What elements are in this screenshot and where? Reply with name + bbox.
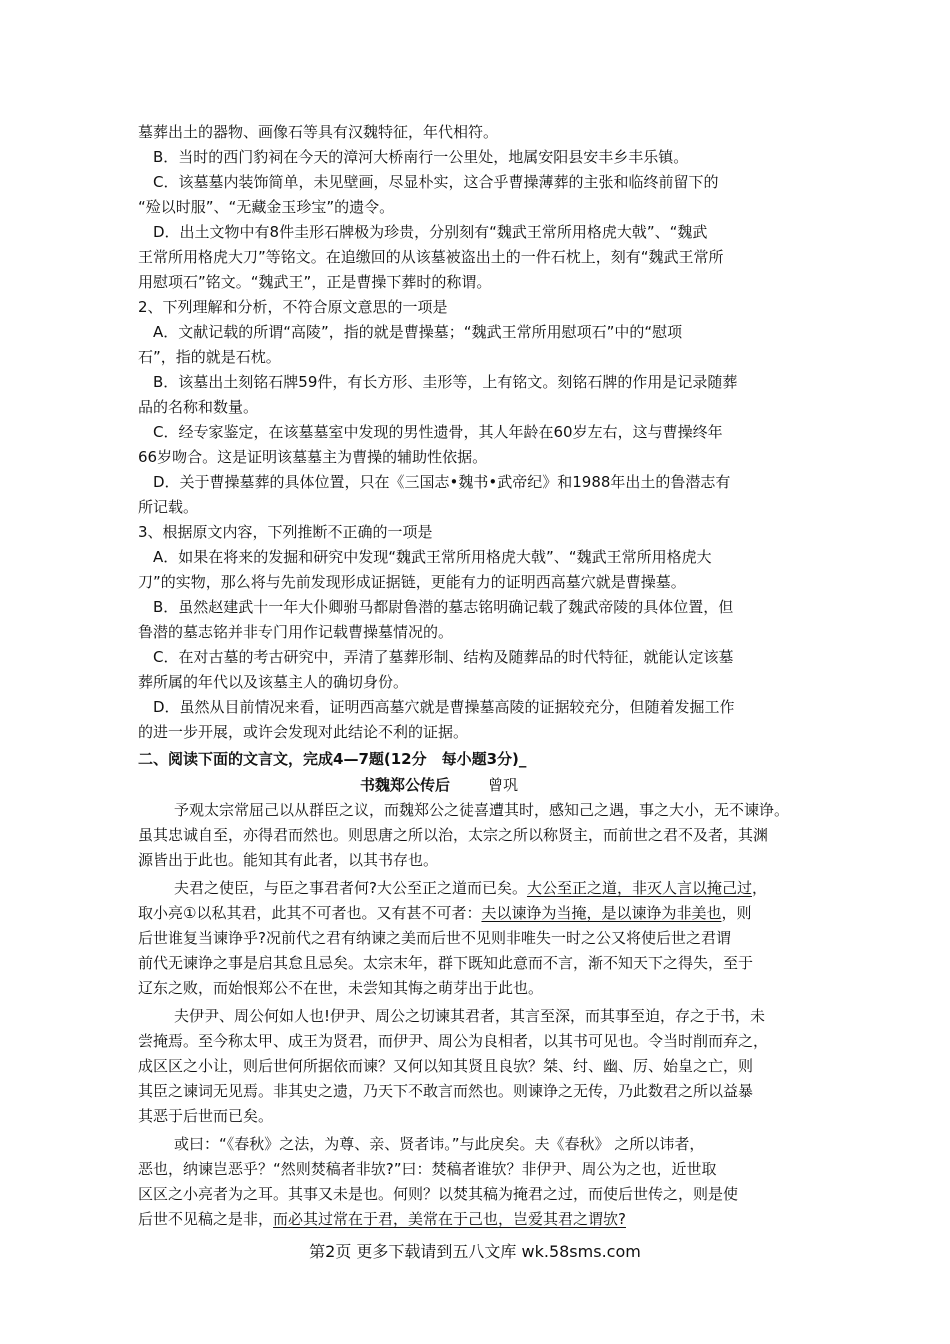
- q3-option-b-line1: B．虽然赵建武十一年大仆卿驸马都尉鲁潜的墓志铭明确记载了魏武帝陵的具体位置，但: [153, 598, 734, 616]
- q3-option-d-line1: D．虽然从目前情况来看，证明西高墓穴就是曹操墓高陵的证据较充分，但随着发掘工作: [153, 698, 735, 716]
- q1-option-d-line2: 王常所用格虎大刀”等铭文。在追缴回的从该墓被盗出土的一件石枕上，刻有“魏武王常所: [138, 248, 724, 266]
- passage-p4-line4: [138, 1207, 818, 1232]
- q2-option-b-line1: B．该墓出土刻铭石牌59件，有长方形、圭形等，上有铭文。刻铭石牌的作用是记录随葬: [153, 373, 738, 391]
- q1-option-c-line1: C．该墓墓内装饰简单，未见壁画，尽显朴实，这合乎曹操薄葬的主张和临终前留下的: [153, 173, 719, 191]
- q3-option-a-line1: A．如果在将来的发掘和研究中发现“魏武王常所用格虎大戟”、“魏武王常所用格虎大: [153, 548, 712, 566]
- q3-stem: 3、根据原文内容，下列推断不正确的一项是: [138, 523, 433, 541]
- q2-option-d-line1: D．关于曹操墓葬的具体位置，只在《三国志•魏书•武帝纪》和1988年出土的鲁潜志有: [153, 473, 731, 491]
- passage-p2-line2-text: 取小亮①以私其君，此其不可者也。又有甚不可者：: [138, 904, 482, 922]
- section-two-heading: 二、阅读下面的文言文，完成4—7题(12分 每小题3分)_: [138, 750, 527, 768]
- passage-p2-line1-punct: ，: [751, 879, 767, 897]
- passage-p4-line3: 区区之小亮者为之耳。其事又未是也。何则？以焚其稿为掩君之过，而使后世传之，则是使: [138, 1185, 739, 1203]
- q3-option-b-line2: 鲁潜的墓志铭并非专门用作记载曹操墓情况的。: [138, 623, 454, 641]
- passage-p3-line3: 成区区之小让，则后世何所据依而谏？又何以知其贤且良欤？桀、纣、幽、厉、始皇之亡，则: [138, 1057, 754, 1075]
- passage-title: 书魏郑公传后: [360, 776, 451, 794]
- document-page: [138, 120, 818, 1232]
- passage-p3-line4: 其臣之谏词无见焉。非其史之遗，乃天下不敢言而然也。则谏诤之无传，乃此数君之所以益暴: [138, 1082, 754, 1100]
- q2-option-b-line2: 品的名称和数量。: [138, 398, 259, 416]
- q3-option-c-line2: 葬所属的年代以及该墓主人的确切身份。: [138, 673, 409, 691]
- passage-author: 曾巩: [488, 776, 519, 794]
- passage-p2-line5: 辽东之败，而始恨郑公不在世，未尝知其悔之萌芽出于此也。: [138, 979, 544, 997]
- passage-p4-line4-text: 后世不见稿之是非，: [138, 1210, 274, 1228]
- q1-option-d-line3: 用慰项石”铭文。“魏武王”，正是曹操下葬时的称谓。: [138, 273, 492, 291]
- passage-p2-line1-text: 夫君之使臣，与臣之事君者何?大公至正之道而已矣。: [174, 879, 527, 897]
- passage-p2-line2-tail: ，则: [721, 904, 752, 922]
- q1-option-b: B．当时的西门豹祠在今天的漳河大桥南行一公里处，地属安阳县安丰乡丰乐镇。: [153, 148, 689, 166]
- passage-p2-line1: [138, 876, 818, 901]
- passage-p1-line2: 虽其忠诚自至，亦得君而然也。则思唐之所以治，太宗之所以称贤主，而前世之君不及者，其渊: [138, 826, 769, 844]
- passage-p3-line2: 尝掩焉。至今称太甲、成王为贤君，而伊尹、周公为良相者，以其书可见也。令当时削而弃之，: [138, 1032, 769, 1050]
- passage-p1-line3: 源皆出于此也。能知其有此者，以其书存也。: [138, 851, 439, 869]
- q1-option-a-continuation: 墓葬出土的器物、画像石等具有汉魏特征，年代相符。: [138, 123, 499, 141]
- passage-p3-line1: 夫伊尹、周公何如人也!伊尹、周公之切谏其君者，其言至深，而其事至迫，存之于书，未: [174, 1007, 766, 1025]
- q1-option-c-line2: “殓以时服”、“无藏金玉珍宝”的遗令。: [138, 198, 395, 216]
- q2-stem: 2、下列理解和分析，不符合原文意思的一项是: [138, 298, 448, 316]
- q3-option-d-line2: 的进一步开展，或许会发现对此结论不利的证据。: [138, 723, 469, 741]
- q3-option-a-line2: 刀”的实物，那么将与先前发现形成证据链，更能有力的证明西高墓穴就是曹操墓。: [138, 573, 686, 591]
- passage-p2-line4: 前代无谏诤之事是启其怠且忌矣。太宗末年，群下既知此意而不言，渐不知天下之得失，至于: [138, 954, 754, 972]
- passage-title-row: [138, 772, 818, 798]
- passage-p2-line3: 后世谁复当谏诤乎?况前代之君有纳谏之美而后世不见则非唯失一时之公又将使后世之君谓: [138, 929, 731, 947]
- q2-option-c-line1: C．经专家鉴定，在该墓墓室中发现的男性遗骨，其人年龄在60岁左右，这与曹操终年: [153, 423, 723, 441]
- passage-p2-line2: [138, 901, 818, 926]
- page-footer: 第2页 更多下载请到五八文库 wk.58sms.com: [309, 1242, 641, 1261]
- passage-p4-line2: 恶也，纳谏岂恶乎？“然则焚稿者非欤?”曰：焚稿者谁欤？非伊尹、周公为之也，近世取: [138, 1160, 717, 1178]
- q1-option-d-line1: D．出土文物中有8件圭形石牌极为珍贵，分别刻有“魏武王常所用格虎大戟”、“魏武: [153, 223, 708, 241]
- q2-option-c-line2: 66岁吻合。这是证明该墓墓主为曹操的辅助性依据。: [138, 448, 488, 466]
- underlined-sentence-2: 夫以谏诤为当掩，是以谏诤为非美也: [481, 904, 722, 922]
- passage-p1-line1: 予观太宗常屈己以从群臣之议，而魏郑公之徒喜遭其时，感知己之遇，事之大小，无不谏诤。: [174, 801, 790, 819]
- underlined-sentence-1: 大公至正之道，非灭人言以掩己过: [526, 879, 752, 897]
- passage-p3-line5: 其恶于后世而已矣。: [138, 1107, 274, 1125]
- passage-p4-line1: 或曰：“《春秋》之法，为尊、亲、贤者讳。”与此戾矣。夫《春秋》 之所以讳者，: [174, 1135, 705, 1153]
- q2-option-a-line2: 石”，指的就是石枕。: [138, 348, 281, 366]
- q3-option-c-line1: C．在对古墓的考古研究中，弄清了墓葬形制、结构及随葬品的时代特征，就能认定该墓: [153, 648, 734, 666]
- q2-option-a-line1: A．文献记载的所谓“高陵”，指的就是曹操墓；“魏武王常所用慰项石”中的“慰项: [153, 323, 683, 341]
- underlined-sentence-3: 而必其过常在于君，美常在于己也，岂爱其君之谓欤?: [273, 1210, 626, 1228]
- q2-option-d-line2: 所记载。: [138, 498, 199, 516]
